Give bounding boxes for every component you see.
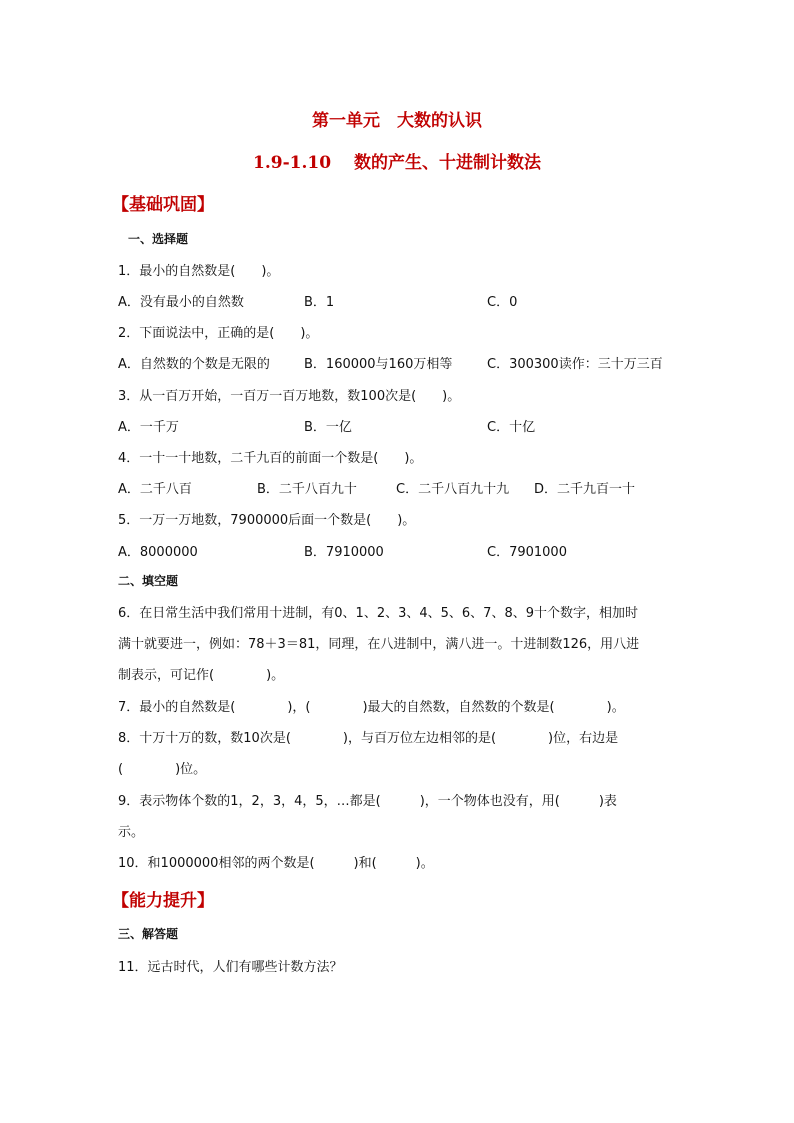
q5-option-c: C．7901000 (487, 545, 567, 560)
question-2: 2．下面说法中，正确的是( )。 (118, 326, 319, 341)
part-fill: 二、填空题 (118, 574, 179, 588)
q2-option-b: B．160000与160万相等 (304, 357, 453, 372)
question-6-line-1: 6．在日常生活中我们常用十进制，有0、1、2、3、4、5、6、7、8、9十个数字，相加时 (118, 606, 638, 621)
q1-option-c: C．0 (487, 295, 518, 310)
q3-option-c: C．十亿 (487, 420, 536, 435)
section-advanced: 【能力提升】 (112, 891, 214, 911)
q3-option-b: B．一亿 (304, 420, 352, 435)
question-6-line-2: 满十就要进一，例如：78＋3＝81，同理，在八进制中，满八进一。十进制数126，用八进 (118, 637, 640, 652)
question-7: 7．最小的自然数是( )，( )最大的自然数，自然数的个数是( )。 (118, 700, 625, 715)
question-9-line-1: 9．表示物体个数的1，2，3，4，5，…都是( )，一个物体也没有，用( )表 (118, 794, 617, 809)
q2-option-a: A．自然数的个数是无限的 (118, 357, 270, 372)
q5-option-a: A．8000000 (118, 545, 198, 560)
question-8-line-2: ( )位。 (118, 762, 207, 777)
part-answer: 三、解答题 (118, 927, 179, 941)
question-10: 10．和1000000相邻的两个数是( )和( )。 (118, 856, 434, 871)
q3-option-a: A．一千万 (118, 420, 179, 435)
q5-option-b: B．7910000 (304, 545, 384, 560)
unit-title: 第一单元 大数的认识 (312, 111, 482, 131)
q4-option-d: D．二千九百一十 (534, 482, 636, 497)
question-6-line-3: 制表示，可记作( )。 (118, 668, 285, 683)
q4-option-b: B．二千八百九十 (257, 482, 357, 497)
question-5: 5．一万一万地数，7900000后面一个数是( )。 (118, 513, 416, 528)
question-4: 4．一十一十地数，二千九百的前面一个数是( )。 (118, 451, 423, 466)
question-8-line-1: 8．十万十万的数，数10次是( )，与百万位左边相邻的是( )位，右边是 (118, 731, 619, 746)
question-9-line-2: 示。 (118, 825, 145, 840)
question-11: 11．远古时代，人们有哪些计数方法？ (118, 960, 343, 975)
q4-option-c: C．二千八百九十九 (396, 482, 510, 497)
section-basic: 【基础巩固】 (112, 195, 214, 215)
lesson-title: 1.9-1.10 数的产生、十进制计数法 (253, 153, 541, 173)
q1-option-a: A．没有最小的自然数 (118, 295, 244, 310)
question-3: 3．从一百万开始，一百万一百万地数，数100次是( )。 (118, 389, 461, 404)
q2-option-c: C．300300读作：三十万三百 (487, 357, 663, 372)
q4-option-a: A．二千八百 (118, 482, 192, 497)
q1-option-b: B．1 (304, 295, 335, 310)
question-1: 1．最小的自然数是( )。 (118, 264, 280, 279)
part-choice: 一、选择题 (128, 232, 189, 246)
